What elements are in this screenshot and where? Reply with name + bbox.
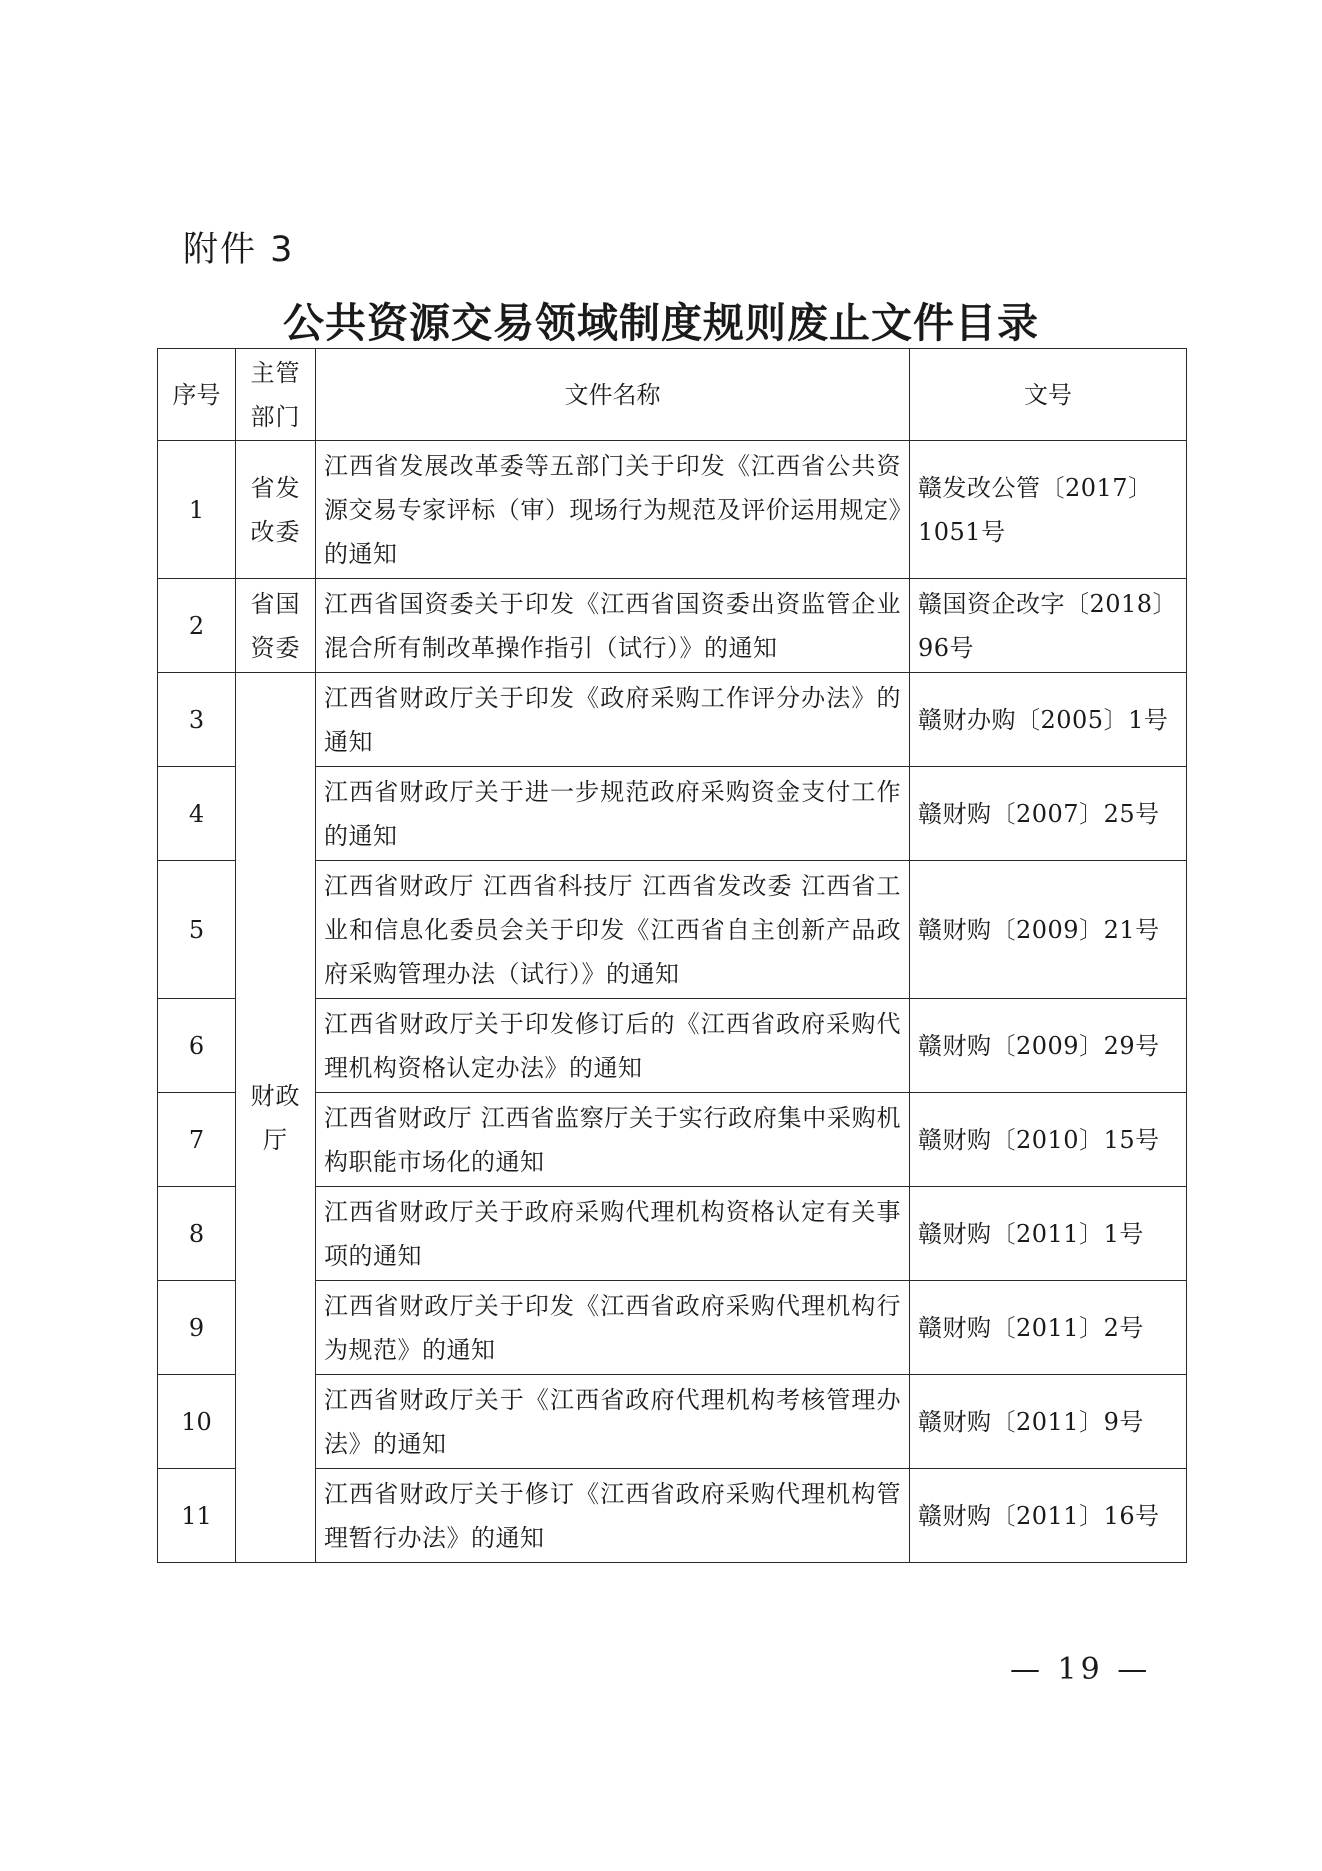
row-seq: 1 xyxy=(158,441,236,579)
row-seq: 2 xyxy=(158,579,236,673)
row-number: 赣财购〔2010〕15号 xyxy=(910,1093,1187,1187)
row-dept: 省发改委 xyxy=(236,441,316,579)
header-name: 文件名称 xyxy=(316,349,910,441)
row-number: 赣财购〔2011〕2号 xyxy=(910,1281,1187,1375)
header-seq: 序号 xyxy=(158,349,236,441)
page-number: — 19 — xyxy=(1010,1652,1152,1687)
document-title: 公共资源交易领域制度规则废止文件目录 xyxy=(283,299,1039,347)
row-number: 赣财购〔2011〕1号 xyxy=(910,1187,1187,1281)
table-row xyxy=(158,673,1187,767)
table-header-row xyxy=(158,349,1187,441)
row-name: 江西省财政厅 江西省科技厅 江西省发改委 江西省工业和信息化委员会关于印发《江西省自主创新产品政府采购管理办法（试行）》的通知 xyxy=(316,861,910,999)
row-name: 江西省财政厅关于政府采购代理机构资格认定有关事项的通知 xyxy=(316,1187,910,1281)
row-name: 江西省国资委关于印发《江西省国资委出资监管企业混合所有制改革操作指引（试行）》的通知 xyxy=(316,579,910,673)
row-seq: 10 xyxy=(158,1375,236,1469)
row-name: 江西省财政厅关于《江西省政府代理机构考核管理办法》的通知 xyxy=(316,1375,910,1469)
row-seq: 8 xyxy=(158,1187,236,1281)
row-name: 江西省财政厅关于印发《政府采购工作评分办法》的通知 xyxy=(316,673,910,767)
row-dept: 省国资委 xyxy=(236,579,316,673)
header-dept: 主管部门 xyxy=(236,349,316,441)
row-dept: 财政厅 xyxy=(236,673,316,1563)
row-name: 江西省财政厅关于修订《江西省政府采购代理机构管理暂行办法》的通知 xyxy=(316,1469,910,1563)
row-seq: 9 xyxy=(158,1281,236,1375)
row-number: 赣财购〔2009〕29号 xyxy=(910,999,1187,1093)
row-name: 江西省发展改革委等五部门关于印发《江西省公共资源交易专家评标（审）现场行为规范及评价运用规定》的通知 xyxy=(316,441,910,579)
header-number: 文号 xyxy=(910,349,1187,441)
attachment-label: 附件 3 xyxy=(183,230,295,270)
row-name: 江西省财政厅关于进一步规范政府采购资金支付工作的通知 xyxy=(316,767,910,861)
row-number: 赣国资企改字〔2018〕96号 xyxy=(910,579,1187,673)
row-seq: 5 xyxy=(158,861,236,999)
row-number: 赣财办购〔2005〕1号 xyxy=(910,673,1187,767)
row-name: 江西省财政厅 江西省监察厅关于实行政府集中采购机构职能市场化的通知 xyxy=(316,1093,910,1187)
row-number: 赣财购〔2011〕16号 xyxy=(910,1469,1187,1563)
row-seq: 11 xyxy=(158,1469,236,1563)
row-seq: 4 xyxy=(158,767,236,861)
row-name: 江西省财政厅关于印发修订后的《江西省政府采购代理机构资格认定办法》的通知 xyxy=(316,999,910,1093)
row-seq: 3 xyxy=(158,673,236,767)
row-number: 赣财购〔2009〕21号 xyxy=(910,861,1187,999)
row-number: 赣发改公管〔2017〕1051号 xyxy=(910,441,1187,579)
row-name: 江西省财政厅关于印发《江西省政府采购代理机构行为规范》的通知 xyxy=(316,1281,910,1375)
abolished-documents-table xyxy=(157,348,1187,1563)
row-number: 赣财购〔2011〕9号 xyxy=(910,1375,1187,1469)
row-number: 赣财购〔2007〕25号 xyxy=(910,767,1187,861)
table-row xyxy=(158,441,1187,579)
row-seq: 7 xyxy=(158,1093,236,1187)
table-row xyxy=(158,579,1187,673)
row-seq: 6 xyxy=(158,999,236,1093)
